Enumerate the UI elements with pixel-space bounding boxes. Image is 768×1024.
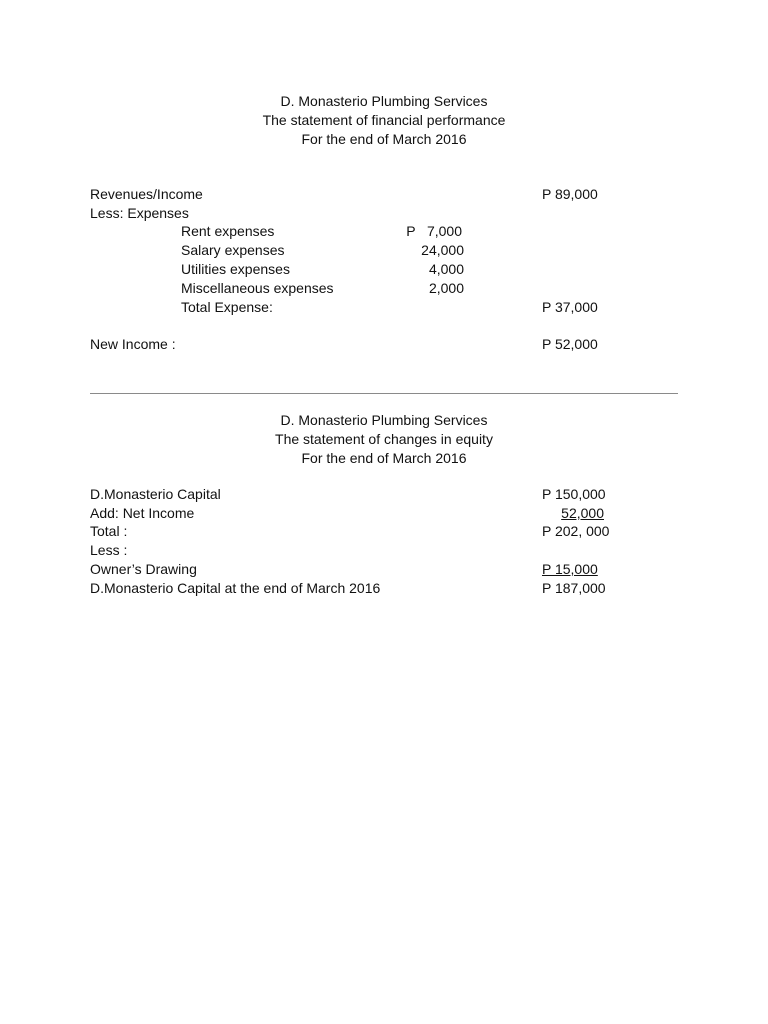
performance-header bbox=[0, 92, 768, 149]
revenues-label: Revenues/Income bbox=[90, 186, 203, 202]
expense-row bbox=[0, 260, 768, 279]
company-name: D. Monasterio Plumbing Services bbox=[280, 93, 488, 109]
expense-label: Rent expenses bbox=[181, 223, 275, 239]
ending-capital-label: D.Monasterio Capital at the end of March 2016 bbox=[90, 580, 381, 596]
total-expense-label: Total Expense: bbox=[181, 299, 273, 315]
expense-label: Miscellaneous expenses bbox=[181, 280, 334, 296]
total-expense-row bbox=[0, 298, 768, 317]
net-income-value: P 52,000 bbox=[542, 336, 598, 352]
expense-row bbox=[0, 279, 768, 298]
expense-value: P 7,000 bbox=[406, 223, 462, 239]
company-name: D. Monasterio Plumbing Services bbox=[280, 412, 488, 428]
expense-label: Salary expenses bbox=[181, 242, 285, 258]
expense-row bbox=[0, 241, 768, 260]
expense-value: 2,000 bbox=[428, 280, 464, 296]
total-value: P 202, 000 bbox=[542, 523, 610, 539]
drawing-row bbox=[0, 560, 768, 579]
section-divider bbox=[90, 393, 678, 394]
add-net-income-label: Add: Net Income bbox=[90, 505, 195, 521]
drawing-value: P 15,000 bbox=[542, 561, 598, 577]
revenues-row bbox=[0, 185, 768, 204]
total-label: Total : bbox=[90, 523, 128, 539]
total-expense-value: P 37,000 bbox=[542, 299, 598, 315]
ending-capital-value: P 187,000 bbox=[542, 580, 606, 596]
add-net-income-row bbox=[0, 504, 768, 523]
less-row bbox=[0, 541, 768, 560]
total-row bbox=[0, 522, 768, 541]
capital-row bbox=[0, 485, 768, 504]
statement-period: For the end of March 2016 bbox=[301, 131, 467, 147]
net-income-label: New Income : bbox=[90, 336, 176, 352]
expense-value: 24,000 bbox=[421, 242, 464, 258]
expense-value: 4,000 bbox=[428, 261, 464, 277]
ending-capital-row bbox=[0, 579, 768, 598]
statement-title: The statement of changes in equity bbox=[275, 431, 493, 447]
revenues-value: P 89,000 bbox=[542, 186, 598, 202]
drawing-label: Owner’s Drawing bbox=[90, 561, 197, 577]
less-expenses-row bbox=[0, 204, 768, 223]
statement-title: The statement of financial performance bbox=[262, 112, 506, 128]
less-expenses-label: Less: Expenses bbox=[90, 205, 189, 221]
capital-label: D.Monasterio Capital bbox=[90, 486, 221, 502]
capital-value: P 150,000 bbox=[542, 486, 606, 502]
add-net-income-value: 52,000 bbox=[561, 505, 604, 521]
expense-row bbox=[0, 222, 768, 241]
statement-period: For the end of March 2016 bbox=[301, 450, 467, 466]
net-income-row bbox=[0, 335, 768, 354]
less-label: Less : bbox=[90, 542, 128, 558]
equity-header bbox=[0, 411, 768, 468]
expense-label: Utilities expenses bbox=[181, 261, 290, 277]
